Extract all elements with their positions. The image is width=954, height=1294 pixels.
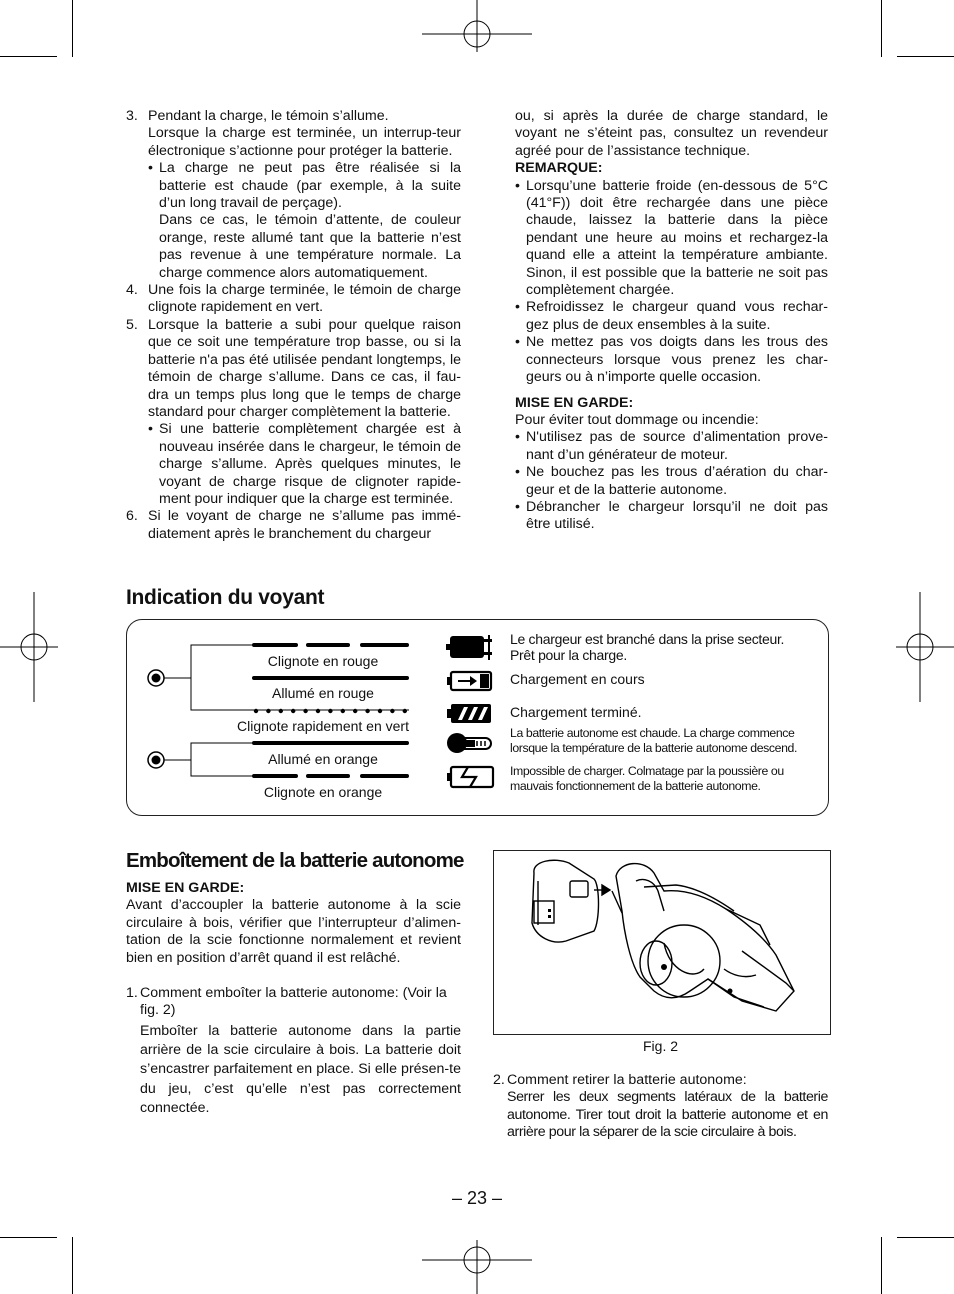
led-orange-icon	[148, 752, 164, 768]
item-3-detail: Lorsque la charge est terminée, un interrup-teur électronique s’actionne pour protéger la batterie.	[148, 125, 461, 159]
step2-title: Comment retirer la batterie autonome:	[507, 1072, 747, 1088]
emboitement-garde-text: Avant d’accoupler la batterie autonome à la scie circulaire à bois, vérifier que l’interrupteur d’alimen-tation de la scie fonctionne normalement et revient bien en position d’arrêt quand il est relâché.	[126, 897, 461, 966]
desc-error: Impossible de charger. Colmatage par la poussière ou mauvais fonctionnement de la batterie autonome.	[510, 764, 784, 793]
remarque-bullet: Lorsqu’une batterie froide (en-dessous de 5°C (41°F)) doit être rechargée dans une pièce chaude, laissez la batterie dans la pièce pendant une heure au moins et rechargez-la quand elle a atteint la température ambiante. Sinon, il est possible que la batterie ne soit pas complètement chargée.	[526, 177, 828, 299]
emboitement-right	[493, 1072, 828, 1142]
blink-dot	[316, 709, 320, 713]
charging-battery-icon	[447, 672, 491, 690]
garde-intro: Pour éviter tout dommage ou incendie:	[515, 411, 759, 428]
garde-bullet: Débrancher le chargeur lorsqu’il ne doit pas être utilisé.	[526, 498, 828, 533]
garde-title: MISE EN GARDE:	[515, 394, 634, 411]
item-3-bullet: La charge ne peut pas être réalisée si la batterie est chaude (par exemple, à la suite d’un long travail de perçage).	[159, 160, 461, 212]
item-6-continuation: ou, si après la durée de charge standard, le voyant ne s’éteint pas, consultez un revendeur agréé pour de l’assistance technique.	[515, 108, 828, 159]
item-number: 6.	[126, 508, 138, 525]
led-red-icon	[148, 670, 164, 686]
thermometer-icon	[447, 733, 491, 753]
emboitement-left	[126, 880, 461, 1118]
circular-saw-illustration	[494, 851, 829, 1033]
blink-dot	[279, 709, 283, 713]
right-column: ou, si après la durée de charge standard, le voyant ne s’éteint pas, consultez un revendeur agréé pour de l’assistance technique. REMARQUE: • Lorsqu’une batterie froide (en-dessous de 5°C (41°F)) doit être rechargée dans une pièce chaude, laissez la batterie dans la pièce pendant une heure au moins et rechargez-la quand elle a atteint la température ambiante. Sinon, il est possible que la batterie ne soit pas complètement chargée. • Refroidissez le chargeur quand vous rechar-gez plus de deux ensembles à la suite. • Ne mettez pas vos doigts dans les trous des connecteurs lorsque vous prenez les char-geurs ou à n’importe quelle occasion. MISE EN GARDE: Pour éviter tout dommage ou incendie: • N'utilisez pas de source d’alimentation prove-nant d’un générateur de moteur. • Ne bouchez pas les trous d’aération du char-geur et de la batterie autonome. • Débrancher le chargeur lorsqu’il ne doit pas être utilisé.	[515, 108, 828, 533]
blink-dot	[341, 709, 345, 713]
item-5-bullet: Si une batterie complètement chargée est à nouveau insérée dans le chargeur, le témoin de charge s’allume. Après quelques minutes, le voyant de charge risque de clignoter rapide-ment pour indiquer que la charge est terminée.	[159, 421, 461, 507]
blink-dot	[291, 709, 295, 713]
item-number: 4.	[126, 282, 138, 299]
blink-dot	[254, 709, 258, 713]
garde-bullet: Ne bouchez pas les trous d’aération du char-geur et de la batterie autonome.	[526, 464, 828, 498]
blink-dot	[303, 709, 307, 713]
remarque-bullet: Ne mettez pas vos doigts dans les trous des connecteurs lorsque vous prenez les char-geurs ou à n’importe quelle occasion.	[526, 334, 828, 386]
emboitement-garde-title: MISE EN GARDE:	[126, 880, 245, 896]
desc-complete: Chargement terminé.	[510, 704, 642, 720]
blink-dot	[378, 709, 382, 713]
broken-battery-icon	[447, 767, 493, 787]
item-4-text: Une fois la charge terminée, le témoin de charge clignote rapidement en vert.	[148, 282, 461, 316]
blink-dot	[365, 709, 369, 713]
step-number: 1.	[126, 985, 138, 1002]
blink-dot	[353, 709, 357, 713]
emboitement-title: Emboîtement de la batterie autonome	[126, 849, 464, 872]
step2-text: Serrer les deux segments latéraux de la batterie autonome. Tirer tout droit la batterie autonome et en arrière pour la séparer de la scie circulaire à bois.	[507, 1089, 828, 1141]
item-6-text: Si le voyant de charge ne s’allume pas immé-diatement après le branchement du chargeur	[148, 508, 461, 542]
blink-dot	[266, 709, 270, 713]
full-battery-icon	[447, 704, 491, 723]
blink-dot	[328, 709, 332, 713]
step1-text: Emboîter la batterie autonome dans la partie arrière de la scie circulaire à bois. La batterie doit s’encastrer parfaitement en place. Si elle présen-te du jeu, c’est qu’elle n’est pas correctement connectée.	[140, 1022, 461, 1117]
plug-icon	[446, 635, 492, 660]
remarque-bullet: Refroidissez le chargeur quand vous rechar-gez plus de deux ensembles à la suite.	[526, 299, 828, 333]
desc-ready: Le chargeur est branché dans la prise secteur. Prêt pour la charge.	[510, 631, 785, 663]
remarque-title: REMARQUE:	[515, 160, 603, 177]
step-number: 2.	[493, 1072, 505, 1088]
item-3-text: Pendant la charge, le témoin s’allume.	[148, 108, 389, 124]
blink-dot	[390, 709, 394, 713]
fig-2-caption: Fig. 2	[643, 1038, 679, 1054]
blink-dot	[403, 709, 407, 713]
led-label-fast-green: Clignote rapidement en vert	[237, 718, 409, 734]
pattern-fast-blink-green	[254, 709, 407, 713]
desc-hot: La batterie autonome est chaude. La charge commence lorsque la température de la batterie autonome descend.	[510, 726, 797, 755]
item-3-bullet-cont: Dans ce cas, le témoin d’attente, de couleur orange, reste allumé tant que la batterie n’est pas revenue à une température normale. La charge commence alors automatiquement.	[159, 212, 461, 281]
garde-bullet: N'utilisez pas de source d’alimentation prove-nant d’un générateur de moteur.	[526, 429, 828, 463]
indication-title: Indication du voyant	[126, 586, 325, 609]
item-5-text: Lorsque la batterie a subi pour quelque raison que ce soit une température trop basse, ou si la batterie n'a pas été utilisée pendant longtemps, le témoin de charge s’allume. Dans ce cas, il fau-dra un temps plus long que le temps de charge standard pour charger complètement la batterie.	[148, 316, 461, 420]
item-number: 3.	[126, 108, 138, 124]
led-label-solid-red: Allumé en rouge	[272, 685, 374, 701]
desc-charging: Chargement en cours	[510, 671, 645, 687]
left-column: 3. Pendant la charge, le témoin s’allume. Lorsque la charge est terminée, un interrup-teur électronique s’actionne pour protéger la batterie. • La charge ne peut pas être réalisée si la batterie est chaude (par exemple, à la suite d’un long travail de perçage). Dans ce cas, le témoin d’attente, de couleur orange, reste allumé tant que la batterie n’est pas revenue à une température normale. La charge commence alors automatiquement. 4. Une fois la charge terminée, le témoin de charge clignote rapidement en vert. 5. Lorsque la batterie a subi pour quelque raison que ce soit une température trop basse, ou si la batterie n'a pas été utilisée pendant longtemps, le témoin de charge s’allume. Dans ce cas, il fau-dra un temps plus long que le temps de charge standard pour charger complètement la batterie. • Si une batterie complètement chargée est à nouveau insérée dans le chargeur, le témoin de charge s’allume. Après quelques minutes, le voyant de charge risque de clignoter rapide-ment pour indiquer que la charge est terminée. 6. Si le voyant de charge ne s’allume pas immé-diatement après le branchement du chargeur	[126, 108, 461, 542]
step1-title: Comment emboîter la batterie autonome: (Voir la fig. 2)	[140, 985, 447, 1019]
item-number: 5.	[126, 316, 138, 333]
led-label-blink-red: Clignote en rouge	[267, 653, 379, 669]
led-label-blink-orange: Clignote en orange	[263, 784, 383, 800]
led-label-solid-orange: Allumé en orange	[268, 751, 378, 767]
page-number: – 23 –	[451, 1188, 503, 1208]
